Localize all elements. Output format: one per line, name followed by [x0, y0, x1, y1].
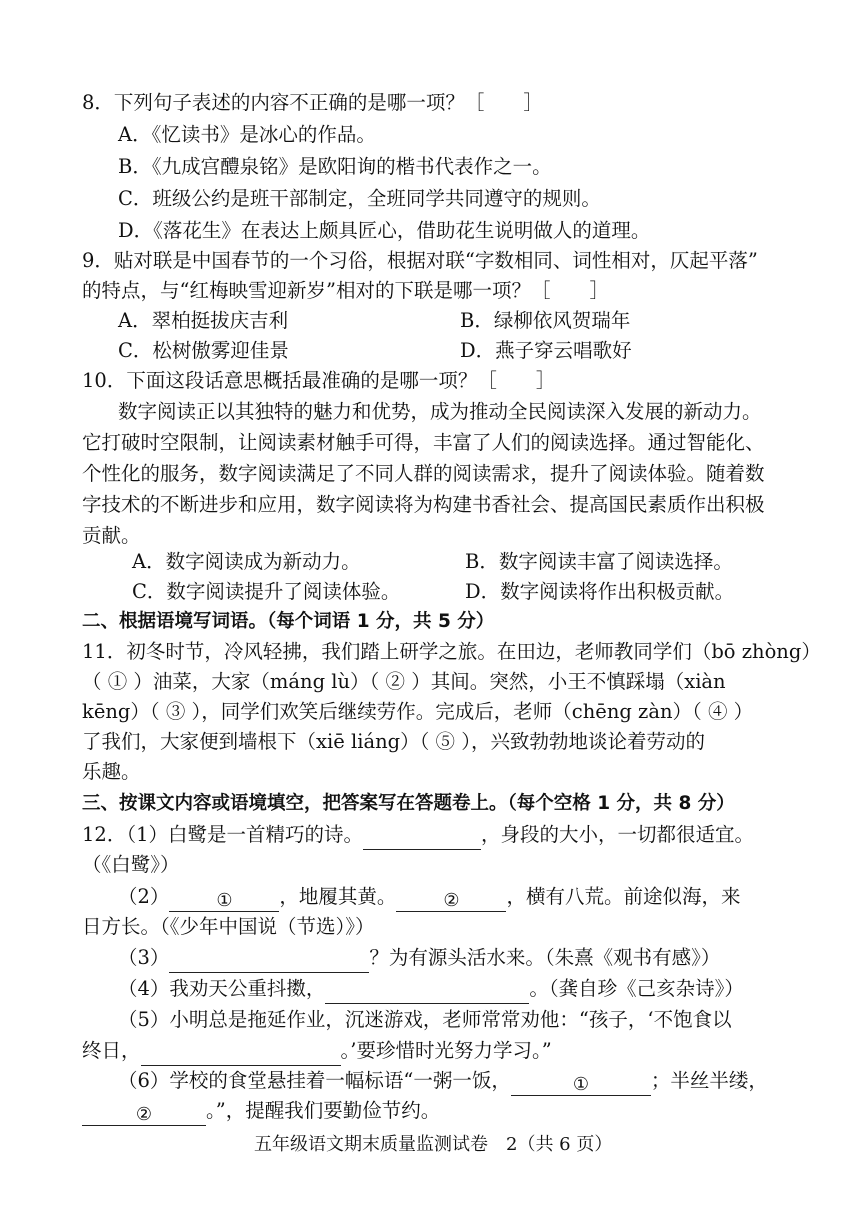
q10-option-d: D．数字阅读将作出积极贡献。 [465, 580, 735, 603]
q12-5-line1: （5）小明总是拖延作业，沉迷游戏，老师常常劝他：“孩子，‘不饱食以 [118, 1008, 732, 1031]
q12-6-line1 [118, 1066, 768, 1096]
blank-number-1: ① [572, 1074, 589, 1095]
blank-number-1: ① [216, 890, 233, 911]
answer-blank [141, 1041, 341, 1066]
q11-line: kēng）（ ③ ），同学们欢笑后继续劳作。完成后，老师（chēng zàn）（ ④ ） [82, 700, 754, 723]
q12-1-text: 12．（1）白鹭是一首精巧的诗。 [82, 823, 363, 846]
q12-3-text: ？为有源头活水来。（朱熹《观书有感》） [369, 946, 721, 969]
q10-passage-line: 字技术的不断进步和应用，数字阅读将为构建书香社会、提高国民素质作出积极 [82, 493, 765, 516]
answer-blank [169, 948, 369, 973]
q9-option-c: C．松树傲雾迎佳景 [118, 339, 289, 362]
q12-4-line [118, 974, 744, 1004]
answer-blank [363, 825, 481, 850]
q10-option-b: B．数字阅读丰富了阅读选择。 [465, 550, 733, 573]
q12-2-line [118, 882, 740, 912]
q8-option-b: B．《九成宫醴泉铭》是欧阳询的楷书代表作之一。 [118, 155, 552, 178]
answer-blank-2 [396, 887, 506, 912]
q11-line: 乐趣。 [82, 760, 141, 783]
q11-line: （ ① ）油菜，大家（máng lù）（ ② ）其间。突然，小王不慎踩塌（xiàn [82, 670, 726, 693]
section2-title: 二、根据语境写词语。（每个词语 1 分，共 5 分） [82, 611, 495, 632]
answer-blank-1 [511, 1071, 651, 1096]
answer-blank-2 [82, 1101, 206, 1126]
q12-1-source: （《白鹭》） [82, 853, 180, 876]
q9-option-b: B．绿柳依风贺瑞年 [460, 309, 631, 332]
q12-1-text: ，身段的大小，一切都很适宜。 [480, 823, 754, 846]
q10-passage-line: 个性化的服务，数字阅读满足了不同人群的阅读需求，提升了阅读体验。随着数 [82, 462, 765, 485]
q10-passage-line: 贡献。 [82, 524, 141, 547]
q11-line: 11．初冬时节，冷风轻拂，我们踏上研学之旅。在田边，老师教同学们（bō zhòng） [82, 640, 821, 663]
q9-option-d: D．燕子穿云唱歌好 [460, 339, 632, 362]
answer-blank-1 [169, 887, 279, 912]
q12-2-text: ，横有八荒。前途似海，来 [506, 885, 741, 908]
answer-blank [325, 979, 529, 1004]
q8-stem: 8．下列句子表述的内容不正确的是哪一项？［ ］ [82, 91, 543, 114]
blank-number-2: ② [443, 890, 460, 911]
q9-option-a: A．翠柏挺拔庆吉利 [118, 309, 289, 332]
q10-stem: 10．下面这段话意思概括最准确的是哪一项？［ ］ [82, 369, 556, 392]
q12-6-line2 [82, 1096, 440, 1126]
blank-number-2: ② [135, 1104, 153, 1125]
q12-2-source: 日方长。（《少年中国说（节选）》） [82, 915, 375, 938]
q12-1-line [82, 820, 754, 850]
q10-option-c: C．数字阅读提升了阅读体验。 [132, 580, 401, 603]
section3-title: 三、按课文内容或语境填空，把答案写在答题卷上。（每个空格 1 分，共 8 分） [82, 793, 735, 814]
q10-passage-line: 它打破时空限制，让阅读素材触手可得，丰富了人们的阅读选择。通过智能化、 [82, 431, 765, 454]
q12-5-text: 终日， [82, 1039, 141, 1062]
q12-6-text: （6）学校的食堂悬挂着一幅标语“一粥一饭， [118, 1069, 511, 1092]
q8-option-c: C．班级公约是班干部制定，全班同学共同遵守的规则。 [118, 187, 601, 210]
q10-option-a: A．数字阅读成为新动力。 [132, 550, 361, 573]
q12-2-text: （2） [118, 885, 170, 908]
q12-4-text: 。（龚自珍《己亥杂诗》） [529, 977, 744, 1000]
page-footer: 五年级语文期末质量监测试卷 2（共 6 页） [254, 1134, 613, 1155]
q12-5-line2 [82, 1036, 552, 1066]
q10-passage-line: 数字阅读正以其独特的魅力和优势，成为推动全民阅读深入发展的新动力。 [118, 400, 762, 423]
q9-stem-line2: 的特点，与“红梅映雪迎新岁”相对的下联是哪一项？［ ］ [82, 279, 609, 302]
q12-3-text: （3） [118, 946, 170, 969]
q12-5-text: 。’要珍惜时光努力学习。” [340, 1039, 552, 1062]
q12-6-text: ；半丝半缕， [650, 1069, 768, 1092]
q12-4-text: （4）我劝天公重抖擞， [118, 977, 326, 1000]
q12-2-text: ，地履其黄。 [279, 885, 397, 908]
q9-stem-line1: 9．贴对联是中国春节的一个习俗，根据对联“字数相同、词性相对，仄起平落” [82, 249, 758, 272]
q12-6-text: 。”，提醒我们要勤俭节约。 [206, 1099, 441, 1122]
q8-option-a: A．《忆读书》是冰心的作品。 [118, 123, 376, 146]
q11-line: 了我们，大家便到墙根下（xiē liáng）（ ⑤ ），兴致勃勃地谈论着劳动的 [82, 730, 706, 753]
q8-option-d: D．《落花生》在表达上颇具匠心，借助花生说明做人的道理。 [118, 219, 651, 242]
q12-3-line [118, 943, 720, 973]
